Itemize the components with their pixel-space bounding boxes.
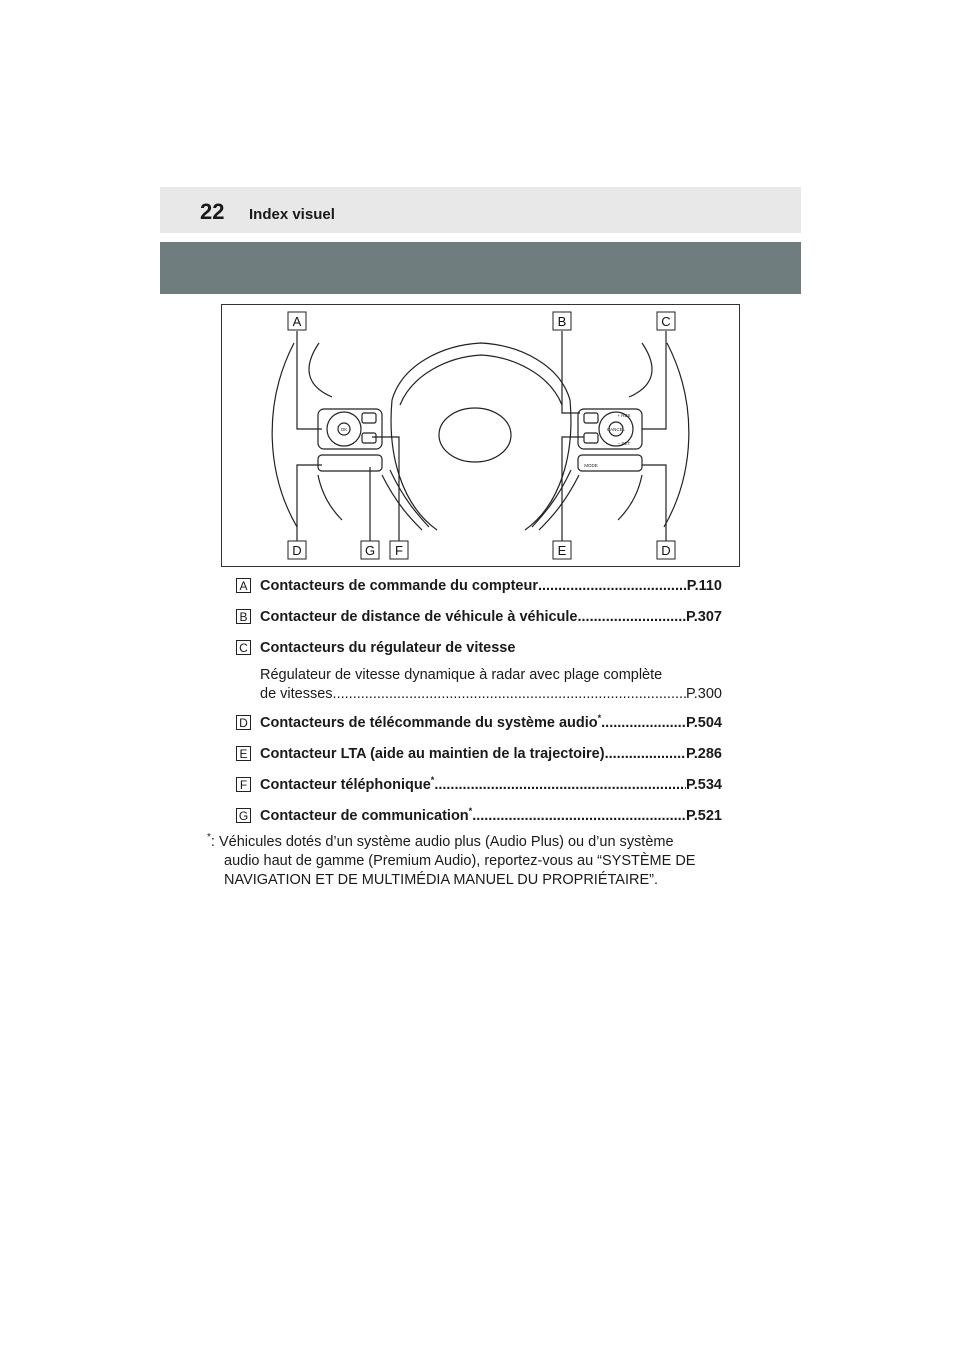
page-number: 22 xyxy=(200,199,225,224)
subtext-line1: Régulateur de vitesse dynamique à radar avec plage complète xyxy=(260,667,663,683)
item-text: Contacteur LTA (aide au maintien de la trajectoire) xyxy=(260,746,605,762)
svg-text:F: F xyxy=(395,543,403,558)
section-band xyxy=(160,242,801,294)
item-text: Contacteurs de commande du compteur xyxy=(260,578,538,594)
steering-wheel-illustration xyxy=(221,304,740,567)
page-reference: P.521 xyxy=(685,808,722,824)
res-button-label: + RES xyxy=(617,413,631,418)
callout-g xyxy=(361,541,379,559)
list-item xyxy=(236,807,756,829)
svg-text:C: C xyxy=(661,314,671,329)
subtext-line2: de vitesses xyxy=(260,686,333,702)
item-subtext xyxy=(260,666,722,704)
item-text: Contacteurs de télécommande du système audio xyxy=(260,715,598,731)
callout-d-right xyxy=(657,541,675,559)
item-label-box: B xyxy=(236,609,251,624)
page-title: Index visuel xyxy=(249,206,335,223)
mode-button-label: MODE xyxy=(584,463,598,468)
footnote-line3: NAVIGATION ET DE MULTIMÉDIA MANUEL DU PROPRIÉTAIRE”. xyxy=(224,872,658,888)
svg-text:A: A xyxy=(292,314,302,329)
item-label-box: F xyxy=(236,777,251,792)
cancel-button-label: CANCEL xyxy=(606,427,626,432)
list-item xyxy=(236,714,756,736)
svg-text:E: E xyxy=(557,543,567,558)
item-text: Contacteur de communication xyxy=(260,808,469,824)
callout-b xyxy=(553,312,571,330)
callout-f xyxy=(390,541,408,559)
footnote-marker: * xyxy=(430,775,435,785)
list-item xyxy=(236,608,756,630)
set-button-label: – SET xyxy=(617,441,631,446)
footnote-asterisk: * xyxy=(207,832,211,843)
footnote-line1: : Véhicules dotés d’un système audio plus (Audio Plus) ou d’un système xyxy=(210,834,674,850)
svg-text:G: G xyxy=(364,543,376,558)
item-label-box: G xyxy=(236,808,251,823)
item-label-box: C xyxy=(236,640,251,655)
svg-text:B: B xyxy=(557,314,567,329)
page-reference: P.300 xyxy=(685,686,722,702)
callout-d-left xyxy=(288,541,306,559)
page-reference: P.534 xyxy=(685,777,722,793)
footnote-line2: audio haut de gamme (Premium Audio), reportez-vous au “SYSTÈME DE xyxy=(224,853,696,869)
callout-c xyxy=(657,312,675,330)
list-item xyxy=(236,776,756,798)
callout-a xyxy=(288,312,306,330)
item-text: Contacteur téléphonique xyxy=(260,777,431,793)
svg-text:D: D xyxy=(292,543,302,558)
item-text: Contacteur de distance de véhicule à véhicule xyxy=(260,609,578,625)
item-list xyxy=(236,577,756,838)
footnote xyxy=(207,833,767,890)
item-text: Contacteurs du régulateur de vitesse xyxy=(260,640,516,656)
ok-button-label: OK xyxy=(340,427,348,432)
footnote-marker: * xyxy=(597,713,602,723)
page-reference: P.307 xyxy=(685,609,722,625)
page-reference: P.504 xyxy=(685,715,722,731)
page-reference: P.286 xyxy=(685,746,722,762)
list-item xyxy=(236,639,756,661)
item-label-box: D xyxy=(236,715,251,730)
item-label-box: A xyxy=(236,578,251,593)
list-item xyxy=(236,577,756,599)
page-reference: P.110 xyxy=(686,578,722,594)
svg-text:D: D xyxy=(661,543,671,558)
footnote-marker: * xyxy=(468,806,473,816)
steering-wheel-drawing xyxy=(222,305,739,566)
callout-e xyxy=(553,541,571,559)
item-label-box: E xyxy=(236,746,251,761)
list-item xyxy=(236,745,756,767)
